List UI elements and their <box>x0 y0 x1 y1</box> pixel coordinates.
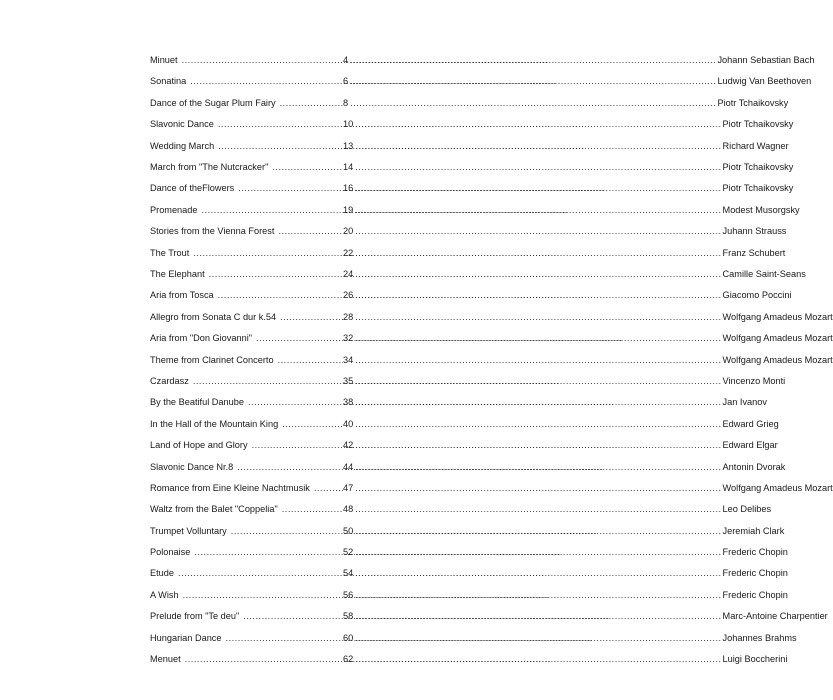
piece-title: Allegro from Sonata C dur k.54 <box>150 311 277 322</box>
dot-leader <box>355 591 721 600</box>
dot-leader <box>355 441 721 450</box>
page-number: 28 <box>343 311 354 322</box>
dot-leader <box>350 56 716 65</box>
dot-leader <box>355 527 721 536</box>
dot-leader <box>350 77 716 86</box>
dot-leader <box>355 291 721 300</box>
dot-leader <box>355 612 721 621</box>
piece-title: Romance from Eine Kleine Nachtmusik <box>150 482 310 493</box>
page-number: 13 <box>343 140 354 151</box>
composer-name: Piotr Tchaikovsky <box>722 183 794 194</box>
piece-title: In the Hall of the Mountain King <box>150 418 279 429</box>
composer-name: Piotr Tchaikovsky <box>722 119 794 130</box>
piece-title: Stories from the Vienna Forest <box>150 226 275 237</box>
dot-leader <box>355 463 721 472</box>
piece-title: Wedding March <box>150 140 215 151</box>
page-number: 24 <box>343 269 354 279</box>
composer-name: Jan Ivanov <box>722 397 767 408</box>
toc-row <box>150 93 789 114</box>
dot-leader <box>355 334 721 343</box>
page-number: 16 <box>343 183 354 194</box>
page-number: 52 <box>343 547 354 558</box>
dot-leader <box>355 270 721 279</box>
dot-leader <box>355 142 721 151</box>
dot-leader <box>355 120 721 129</box>
composer-name: Wolfgang Amadeus Mozart <box>722 354 833 365</box>
dot-leader <box>355 206 721 215</box>
toc-row <box>150 221 787 242</box>
composer-name: Antonin Dvorak <box>722 461 786 472</box>
piece-title: Slavonic Dance Nr.8 <box>150 461 234 472</box>
dot-leader <box>355 249 721 258</box>
page-number: 42 <box>343 440 354 451</box>
dot-leader <box>355 227 721 236</box>
composer-name: Edward Grieg <box>722 418 779 429</box>
toc-row <box>150 114 794 135</box>
piece-title: Aria from Tosca <box>150 290 214 301</box>
dot-leader <box>355 356 721 365</box>
piece-title: A Wish <box>150 589 179 600</box>
toc-row <box>150 136 789 157</box>
dot-leader <box>355 163 721 172</box>
toc-row <box>150 456 786 477</box>
piece-title: Polonaise <box>150 547 191 558</box>
page-number: 14 <box>343 162 354 173</box>
piece-title: The Trout <box>150 247 190 258</box>
toc-row <box>150 50 815 71</box>
composer-name: Camille Saint-Seans <box>722 269 806 279</box>
dot-leader <box>278 356 343 365</box>
page-number: 38 <box>343 397 354 408</box>
piece-title: Dance of theFlowers <box>150 183 235 194</box>
dot-leader <box>350 99 716 108</box>
composer-name: Piotr Tchaikovsky <box>717 97 789 108</box>
page-number: 54 <box>343 568 354 579</box>
page-number: 4 <box>343 55 349 66</box>
composer-name: Vincenzo Monti <box>722 375 786 386</box>
composer-name: Frederic Chopin <box>722 589 788 600</box>
dot-leader <box>355 655 721 664</box>
toc-row <box>150 414 779 435</box>
dot-leader <box>355 569 721 578</box>
dot-leader <box>278 227 343 236</box>
toc-row <box>150 371 786 392</box>
toc-row <box>150 307 833 328</box>
piece-title: Etude <box>150 568 175 579</box>
piece-title: Hungarian Dance <box>150 632 222 643</box>
piece-title: Theme from Clarinet Concerto <box>150 354 274 365</box>
dot-leader <box>355 184 721 193</box>
composer-name: Wolfgang Amadeus Mozart <box>722 311 833 322</box>
dot-leader <box>355 634 721 643</box>
composer-name: Marc-Antoine Charpentier <box>722 611 828 622</box>
composer-name: Modest Musorgsky <box>722 204 800 215</box>
toc-row <box>150 157 794 178</box>
toc-row <box>150 542 788 563</box>
composer-name: Richard Wagner <box>722 140 789 151</box>
toc-row <box>150 200 800 221</box>
page-number: 19 <box>343 204 354 215</box>
dot-leader <box>355 377 721 386</box>
piece-title: Trumpet Volluntary <box>150 525 227 536</box>
composer-name: Wolfgang Amadeus Mozart <box>722 333 833 344</box>
toc-row <box>150 285 792 306</box>
composer-name: Juhann Strauss <box>722 226 787 237</box>
dot-leader <box>355 548 721 557</box>
toc-row <box>150 349 833 370</box>
page-number: 20 <box>343 226 354 237</box>
composer-name: Johannes Brahms <box>722 632 797 643</box>
composer-name: Wolfgang Amadeus Mozart <box>722 482 833 493</box>
page-number: 40 <box>343 418 354 429</box>
composer-name: Franz Schubert <box>722 247 786 258</box>
piece-title: Dance of the Sugar Plum Fairy <box>150 97 276 108</box>
toc-row <box>150 499 772 520</box>
toc-row <box>150 435 778 456</box>
piece-title: Aria from "Don Giovanni" <box>150 333 253 344</box>
piece-title: By the Beatiful Danube <box>150 397 244 408</box>
dot-leader <box>272 163 343 172</box>
dot-leader <box>355 398 721 407</box>
toc-row <box>150 585 788 606</box>
toc-row <box>150 392 767 413</box>
dot-leader <box>355 313 721 322</box>
dot-leader <box>355 484 721 493</box>
composer-name: Ludwig Van Beethoven <box>717 76 812 87</box>
piece-title: Prelude from "Te deu" <box>150 611 240 622</box>
piece-title: Czardasz <box>150 375 189 386</box>
dot-leader <box>282 420 343 429</box>
page-number: 22 <box>343 247 354 258</box>
composer-name: Luigi Boccherini <box>722 654 788 665</box>
toc-row <box>150 264 806 285</box>
toc-row <box>150 606 828 627</box>
page-number: 44 <box>343 461 354 472</box>
page-number: 26 <box>343 290 354 301</box>
page-number: 50 <box>343 525 354 536</box>
page-number: 60 <box>343 632 354 643</box>
toc-row <box>150 71 812 92</box>
page-number: 48 <box>343 504 354 515</box>
composer-name: Piotr Tchaikovsky <box>722 162 794 173</box>
piece-title: Waltz from the Balet "Coppelia" <box>150 504 278 515</box>
dot-leader <box>282 505 343 514</box>
composer-name: Giacomo Poccini <box>722 290 792 301</box>
piece-title: The Elephant <box>150 269 205 279</box>
page-number: 58 <box>343 611 354 622</box>
toc-row <box>150 563 788 584</box>
page-number: 56 <box>343 589 354 600</box>
composer-name: Johann Sebastian Bach <box>717 55 815 66</box>
dot-leader <box>314 484 343 493</box>
toc-row <box>150 328 833 349</box>
dot-leader <box>280 99 343 108</box>
toc-row <box>150 628 797 649</box>
toc-row <box>150 478 833 499</box>
page-number: 34 <box>343 354 354 365</box>
composer-name: Jeremiah Clark <box>722 525 785 536</box>
piece-title: Slavonic Dance <box>150 119 214 130</box>
piece-title: Land of Hope and Glory <box>150 440 248 451</box>
table-of-contents <box>150 50 833 670</box>
page-number: 10 <box>343 119 354 130</box>
dot-leader <box>355 420 721 429</box>
page-number: 35 <box>343 375 354 386</box>
composer-name: Frederic Chopin <box>722 568 788 579</box>
toc-row <box>150 521 785 542</box>
piece-title: Promenade <box>150 204 198 215</box>
page-number: 8 <box>343 97 349 108</box>
piece-title: Menuet <box>150 654 181 665</box>
page-number: 62 <box>343 654 354 665</box>
composer-name: Leo Delibes <box>722 504 772 515</box>
composer-name: Frederic Chopin <box>722 547 788 558</box>
toc-row <box>150 243 786 264</box>
page-number: 47 <box>343 482 354 493</box>
page-number: 6 <box>343 76 349 87</box>
piece-title: Sonatina <box>150 76 187 87</box>
dot-leader <box>355 505 721 514</box>
toc-row <box>150 649 788 670</box>
dot-leader <box>280 313 343 322</box>
piece-title: Minuet <box>150 55 178 66</box>
page-number: 32 <box>343 333 354 344</box>
toc-row <box>150 178 794 199</box>
composer-name: Edward Elgar <box>722 440 778 451</box>
piece-title: March from "The Nutcracker" <box>150 162 269 173</box>
